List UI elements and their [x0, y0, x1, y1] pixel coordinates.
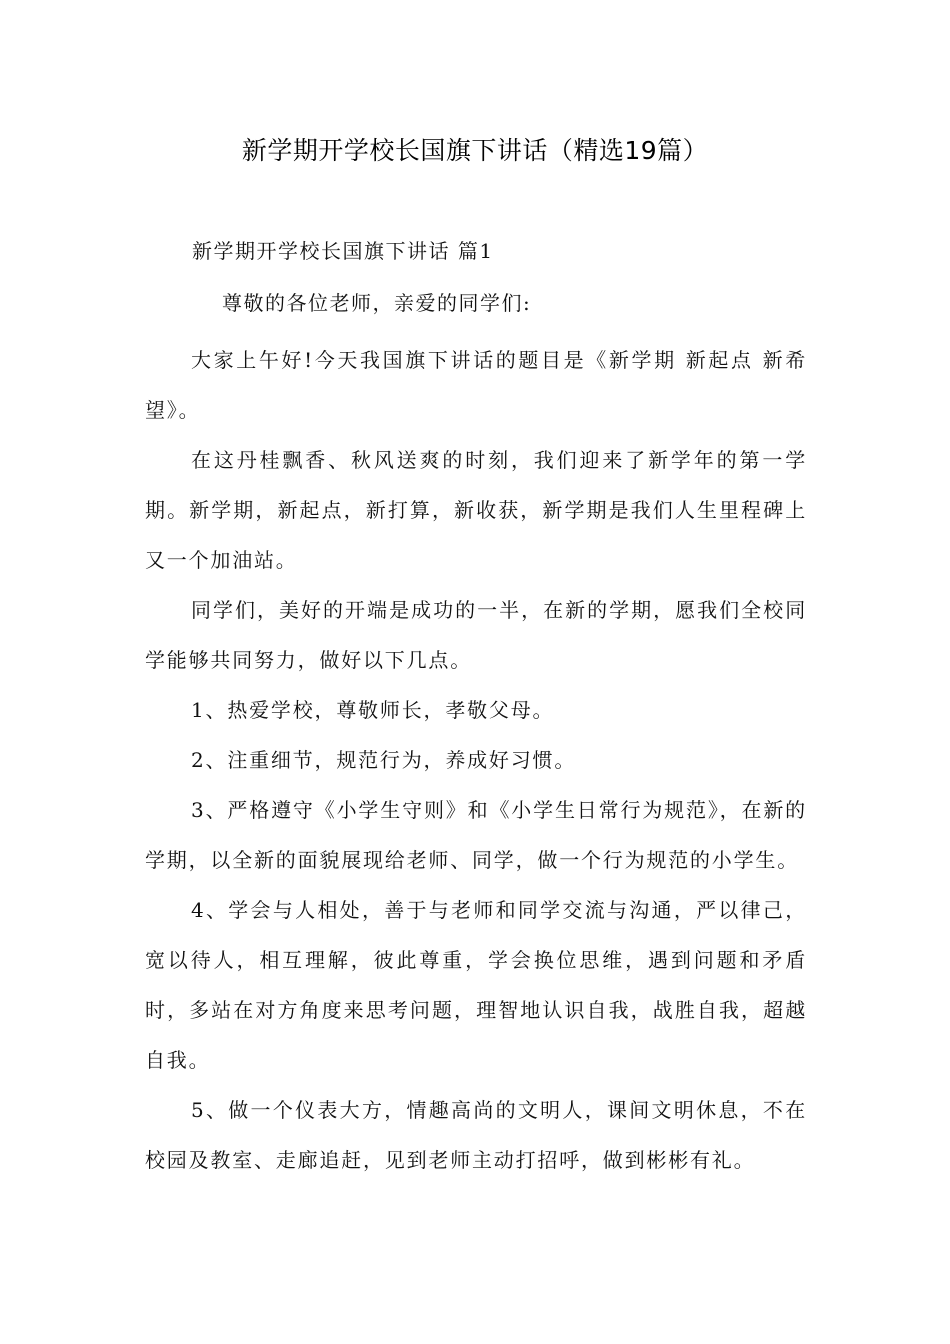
- list-item: 4、学会与人相处，善于与老师和同学交流与沟通，严以律己，宽以待人，相互理解，彼此尊重，学会换位思维，遇到问题和矛盾时，多站在对方角度来思考问题，理智地认识自我，战胜自我，超越自我。: [145, 898, 807, 1072]
- section-heading: 新学期开学校长国旗下讲话 篇1: [192, 239, 494, 263]
- paragraph: 在这丹桂飘香、秋风送爽的时刻，我们迎来了新学年的第一学期。新学期，新起点，新打算，新收获，新学期是我们人生里程碑上又一个加油站。: [145, 448, 807, 572]
- list-item: 2、注重细节，规范行为，养成好习惯。: [191, 748, 577, 772]
- paragraph: 同学们，美好的开端是成功的一半，在新的学期，愿我们全校同学能够共同努力，做好以下几点。: [145, 598, 807, 672]
- document-title: 新学期开学校长国旗下讲话（精选19篇）: [241, 136, 709, 165]
- list-item: 3、严格遵守《小学生守则》和《小学生日常行为规范》，在新的学期，以全新的面貌展现给老师、同学，做一个行为规范的小学生。: [145, 798, 807, 872]
- list-item: 5、做一个仪表大方，情趣高尚的文明人，课间文明休息，不在校园及教室、走廊追赶，见到老师主动打招呼，做到彬彬有礼。: [145, 1098, 807, 1172]
- list-item: 1、热爱学校，尊敬师长，孝敬父母。: [191, 698, 555, 722]
- greeting-line: 尊敬的各位老师，亲爱的同学们:: [222, 291, 532, 315]
- document-body: [145, 335, 807, 1185]
- paragraph: 大家上午好!今天我国旗下讲话的题目是《新学期 新起点 新希望》。: [145, 348, 807, 422]
